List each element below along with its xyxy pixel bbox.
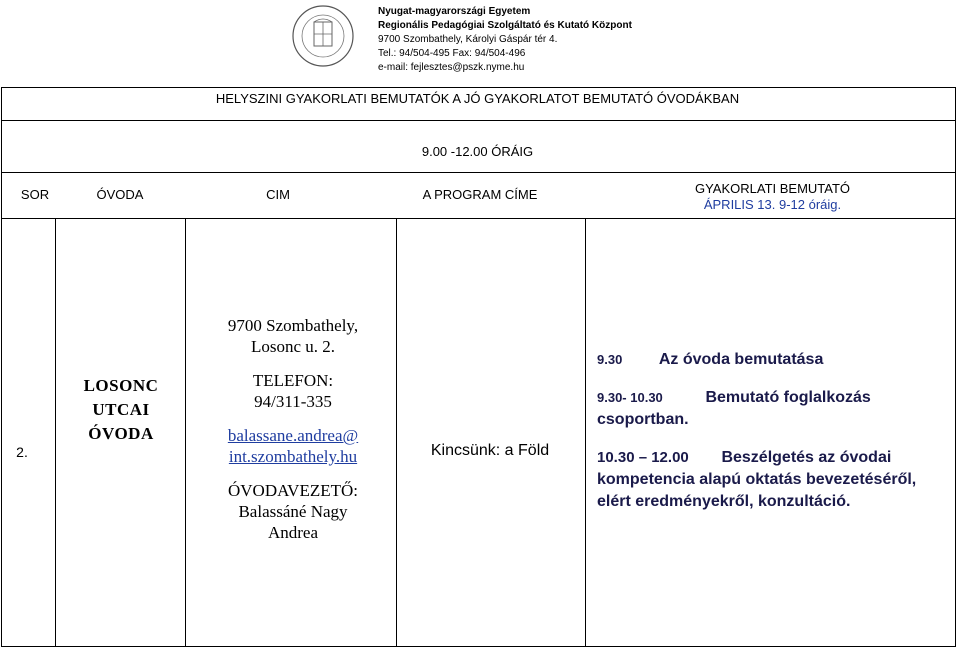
- email-link[interactable]: balassane.andrea@: [227, 426, 359, 445]
- org-unit: Regionális Pedagógiai Szolgáltató és Kutató Központ: [378, 20, 632, 31]
- column-header-gyakorlati: [640, 181, 905, 213]
- divider: [55, 218, 56, 646]
- org-email: e-mail: fejlesztes@pszk.nyme.hu: [378, 62, 525, 73]
- column-header-ovoda: ÓVODA: [96, 187, 144, 202]
- divider: [396, 218, 397, 646]
- column-header-cim: CIM: [266, 187, 290, 202]
- org-phone-fax: Tel.: 94/504-495 Fax: 94/504-496: [378, 48, 526, 59]
- university-seal: [278, 4, 368, 68]
- divider: [585, 218, 586, 646]
- schedule-time: 9.30: [597, 352, 623, 367]
- org-name: Nyugat-magyarországi Egyetem: [378, 6, 531, 17]
- address-line: 9700 Szombathely,: [227, 316, 359, 335]
- schedule-time: 9.30- 10.30: [597, 390, 663, 405]
- schedule-item: [597, 387, 916, 409]
- schedule: [597, 349, 916, 513]
- schedule-text-cont: elért eredményekről, konzultáció.: [597, 493, 851, 510]
- divider: [1, 218, 956, 219]
- schedule-item: [597, 447, 916, 469]
- schedule-item: [597, 349, 916, 371]
- organization-header: [378, 5, 632, 75]
- vezeto-name: Andrea: [267, 523, 319, 542]
- divider: [1, 172, 956, 173]
- vezeto-name: Balassáné Nagy: [238, 502, 348, 521]
- divider: [185, 218, 186, 646]
- kindergarten-name-line: ÓVODA: [88, 424, 154, 443]
- gyakorlati-label: GYAKORLATI BEMUTATÓ: [694, 181, 851, 196]
- column-header-sor: SOR: [20, 187, 50, 202]
- schedule-text: Bemutató foglalkozás: [705, 389, 871, 406]
- column-header-program: A PROGRAM CÍME: [422, 187, 538, 202]
- telefon-number: 94/311-335: [254, 392, 332, 411]
- kindergarten-name-line: UTCAI: [92, 400, 150, 419]
- address-line: Losonc u. 2.: [250, 337, 336, 356]
- gyakorlati-date: ÁPRILIS 13. 9-12 óráig.: [703, 197, 842, 212]
- address-cell: [190, 315, 396, 543]
- kindergarten-name: [60, 374, 182, 446]
- schedule-text-cont: kompetencia alapú oktatás bevezetéséről,: [597, 471, 917, 488]
- org-address: 9700 Szombathely, Károlyi Gáspár tér 4.: [378, 34, 558, 45]
- program-title: Kincsünk: a Föld: [430, 442, 550, 459]
- telefon-label: TELEFON:: [252, 371, 334, 390]
- schedule-text: Az óvoda bemutatása: [658, 351, 824, 368]
- page-title: HELYSZINI GYAKORLATI BEMUTATÓK A JÓ GYAKORLATOT BEMUTATÓ ÓVODÁKBAN: [215, 91, 740, 106]
- row-number: 2.: [16, 444, 28, 460]
- vezeto-label: ÓVODAVEZETŐ:: [227, 481, 358, 500]
- divider: [1, 120, 956, 121]
- email-link[interactable]: int.szombathely.hu: [228, 447, 358, 466]
- schedule-text: Beszélgetés az óvodai: [721, 449, 892, 466]
- kindergarten-name-line: LOSONC: [83, 376, 159, 395]
- schedule-text-cont: csoportban.: [597, 411, 689, 428]
- time-range: 9.00 -12.00 ÓRÁIG: [421, 144, 534, 159]
- schedule-time: 10.30 – 12.00: [597, 449, 689, 466]
